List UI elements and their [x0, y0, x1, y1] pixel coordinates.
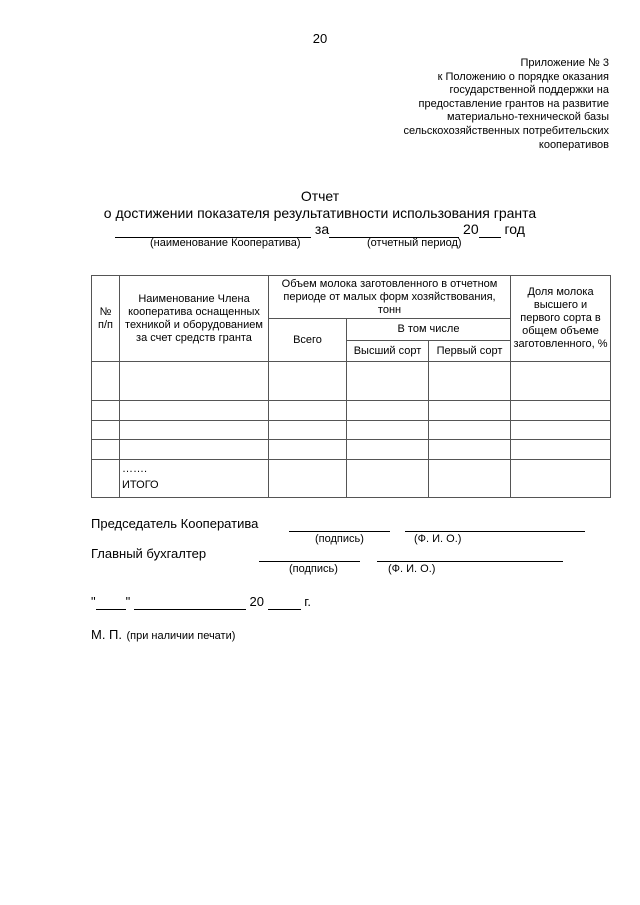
table-cell[interactable]	[269, 362, 347, 401]
date-year-prefix: 20	[249, 594, 264, 609]
date-quote-open: "	[91, 594, 96, 609]
date-g-label: г.	[304, 594, 311, 609]
sign-caption: (подпись)	[315, 533, 364, 545]
fio-caption: (Ф. И. О.)	[414, 533, 462, 545]
total-row	[92, 460, 611, 498]
table-cell[interactable]	[429, 362, 511, 401]
page-number: 20	[312, 31, 328, 46]
table-cell[interactable]	[511, 401, 611, 421]
period-caption: (отчетный период)	[367, 237, 462, 249]
col-including-header: В том числе	[347, 319, 511, 341]
table-cell[interactable]	[120, 401, 269, 421]
stamp-line	[91, 626, 235, 644]
table-cell[interactable]	[429, 401, 511, 421]
table-row	[92, 440, 611, 460]
table-cell[interactable]	[269, 401, 347, 421]
appendix-line: предоставление грантов на развитие	[418, 97, 609, 110]
table-row	[92, 362, 611, 401]
table-cell[interactable]	[429, 421, 511, 440]
table-cell[interactable]	[269, 421, 347, 440]
date-line	[91, 594, 311, 610]
day-field[interactable]	[96, 594, 126, 610]
table-cell[interactable]	[120, 362, 269, 401]
col-total-header: Всего	[269, 319, 347, 362]
table-cell[interactable]	[347, 440, 429, 460]
coop-caption: (наименование Кооператива)	[150, 237, 301, 249]
month-field[interactable]	[134, 594, 246, 610]
chairman-label: Председатель Кооператива	[91, 516, 259, 531]
col-share-header: Доля молока высшего и первого сорта в общем объеме заготовленного, %	[511, 276, 611, 362]
col-member-header: Наименование Члена кооператива оснащенных техникой и оборудованием за счет средств гранта	[120, 276, 269, 362]
table-cell[interactable]	[347, 401, 429, 421]
appendix-block	[369, 57, 609, 152]
mp-note: (при наличии печати)	[126, 630, 236, 642]
table-cell[interactable]	[92, 460, 120, 498]
accountant-signature-line[interactable]	[259, 561, 360, 562]
table-cell[interactable]	[429, 460, 511, 498]
total-label-cell	[120, 460, 269, 498]
col-top-grade-header: Высший сорт	[347, 341, 429, 362]
fio-caption: (Ф. И. О.)	[388, 563, 436, 575]
report-subtitle: о достижении показателя результативности использования гранта	[103, 205, 537, 221]
period-field[interactable]	[329, 221, 459, 238]
table-cell[interactable]	[92, 362, 120, 401]
table-row	[92, 421, 611, 440]
appendix-line: сельскохозяйственных потребительских	[403, 124, 609, 137]
table-cell[interactable]	[92, 421, 120, 440]
sign-caption: (подпись)	[289, 563, 338, 575]
ellipsis-text: …….	[122, 463, 148, 475]
table-cell[interactable]	[269, 440, 347, 460]
za-label: за	[314, 221, 330, 237]
accountant-label: Главный бухгалтер	[91, 546, 207, 561]
appendix-line: кооперативов	[538, 138, 609, 151]
table-cell[interactable]	[511, 421, 611, 440]
year-prefix: 20	[463, 221, 479, 237]
date-year-field[interactable]	[268, 594, 301, 610]
table-cell[interactable]	[347, 362, 429, 401]
year-suffix: год	[504, 221, 525, 237]
table-cell[interactable]	[429, 440, 511, 460]
table-cell[interactable]	[269, 460, 347, 498]
year-field[interactable]	[479, 221, 501, 238]
chairman-fio-line[interactable]	[405, 531, 585, 532]
col-first-grade-header: Первый сорт	[429, 341, 511, 362]
report-title: Отчет	[300, 188, 340, 204]
table-row	[92, 401, 611, 421]
header-row	[92, 276, 611, 319]
accountant-fio-line[interactable]	[377, 561, 563, 562]
table-cell[interactable]	[347, 460, 429, 498]
col-volume-header: Объем молока заготовленного в отчетном периоде от малых форм хозяйствования, тонн	[269, 276, 511, 319]
coop-name-field[interactable]	[115, 221, 311, 238]
report-table	[91, 275, 611, 498]
appendix-line: материально-технической базы	[447, 111, 609, 124]
table-cell[interactable]	[347, 421, 429, 440]
table-cell[interactable]	[511, 460, 611, 498]
date-quote-close: "	[125, 594, 131, 609]
col-num-header: № п/п	[92, 276, 120, 362]
table-cell[interactable]	[120, 421, 269, 440]
table-cell[interactable]	[92, 401, 120, 421]
table-cell[interactable]	[511, 440, 611, 460]
report-period-line	[0, 221, 640, 238]
appendix-line: Приложение № 3	[520, 57, 609, 69]
table-cell[interactable]	[120, 440, 269, 460]
table-cell[interactable]	[92, 440, 120, 460]
itogo-label: ИТОГО	[122, 479, 159, 491]
table-cell[interactable]	[511, 362, 611, 401]
appendix-line: к Положению о порядке оказания	[437, 70, 609, 83]
appendix-line: государственной поддержки на	[449, 84, 609, 97]
chairman-signature-line[interactable]	[289, 531, 390, 532]
mp-label: М. П.	[91, 627, 123, 642]
